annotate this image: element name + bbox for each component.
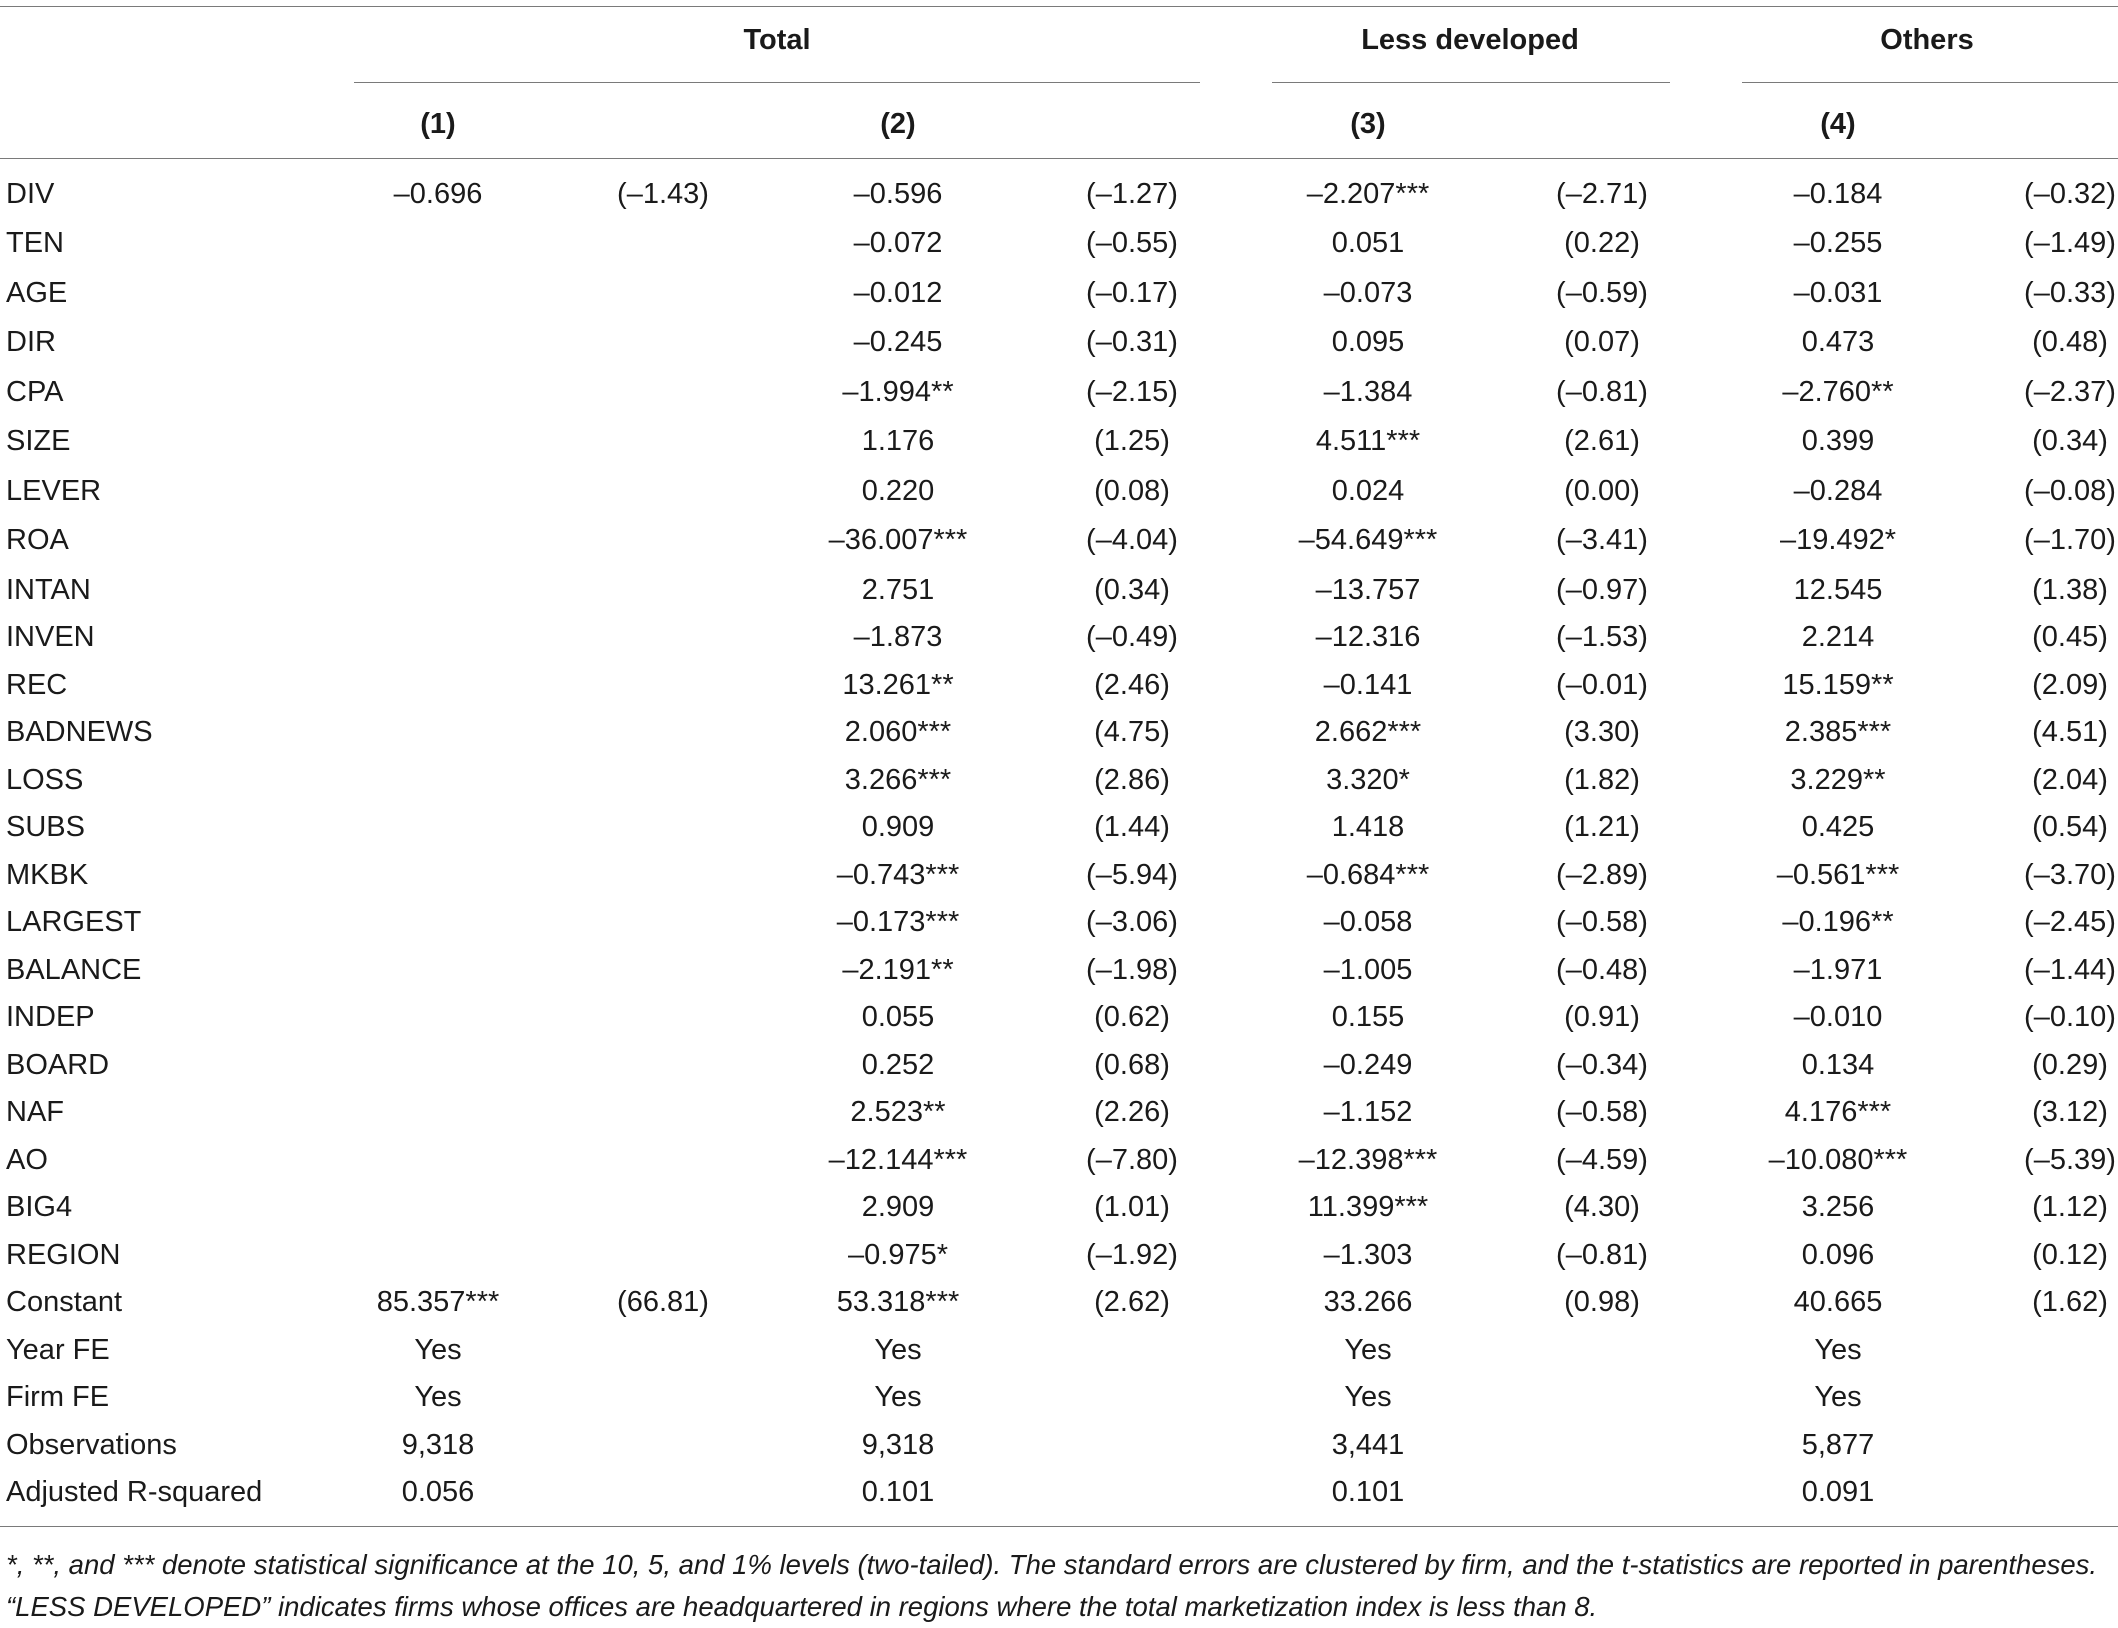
t-statistic-cell: (–2.45) — [2024, 906, 2116, 938]
t-statistic-cell: (0.12) — [2032, 1239, 2108, 1271]
coefficient-cell: 2.751 — [861, 574, 935, 606]
t-statistic-cell: (0.07) — [1564, 326, 1640, 358]
coefficient-cell: –0.196** — [1782, 906, 1894, 938]
t-statistic-cell: (–0.10) — [2024, 1001, 2116, 1033]
t-statistic-cell: (–0.58) — [1556, 906, 1648, 938]
coefficient-cell: –0.696 — [393, 178, 483, 210]
t-statistic-cell: (0.34) — [2032, 425, 2108, 457]
coefficient-cell: –1.873 — [853, 621, 943, 653]
coefficient-cell: 4.176*** — [1784, 1096, 1892, 1128]
table-row — [0, 417, 2118, 465]
coefficient-cell: 2.214 — [1801, 621, 1875, 653]
table-row — [0, 1088, 2118, 1136]
coefficient-cell: –0.010 — [1793, 1001, 1883, 1033]
coefficient-cell: –1.971 — [1793, 954, 1883, 986]
group-header-others: Others — [1880, 24, 1974, 56]
coefficient-cell: –12.398*** — [1298, 1144, 1438, 1176]
t-statistic-cell: (–0.81) — [1556, 376, 1648, 408]
coefficient-cell: –0.596 — [853, 178, 943, 210]
coefficient-cell: 1.418 — [1331, 811, 1405, 843]
coefficient-cell: Yes — [1344, 1334, 1392, 1366]
coefficient-cell: 3.256 — [1801, 1191, 1875, 1223]
t-statistic-cell: (4.51) — [2032, 716, 2108, 748]
t-statistic-cell: (–4.04) — [1086, 524, 1178, 556]
coefficient-cell: –0.073 — [1323, 277, 1413, 309]
coefficient-cell: 5,877 — [1801, 1429, 1875, 1461]
group-rule-total — [354, 82, 1200, 83]
t-statistic-cell: (0.29) — [2032, 1049, 2108, 1081]
t-statistic-cell: (–1.27) — [1086, 178, 1178, 210]
t-statistic-cell: (–2.15) — [1086, 376, 1178, 408]
t-statistic-cell: (–0.33) — [2024, 277, 2116, 309]
coefficient-cell: –2.760** — [1782, 376, 1894, 408]
coefficient-cell: 15.159** — [1782, 669, 1894, 701]
row-label: BIG4 — [6, 1191, 73, 1223]
coefficient-cell: –0.072 — [853, 227, 943, 259]
t-statistic-cell: (1.82) — [1564, 764, 1640, 796]
coefficient-cell: –54.649*** — [1298, 524, 1438, 556]
group-rule-others — [1742, 82, 2118, 83]
table-row — [0, 1421, 2118, 1469]
group-header-less-developed: Less developed — [1361, 24, 1579, 56]
coefficient-cell: –0.743*** — [836, 859, 960, 891]
coefficient-cell: –0.975* — [848, 1239, 948, 1271]
coefficient-cell: –2.207*** — [1306, 178, 1430, 210]
t-statistic-cell: (–5.94) — [1086, 859, 1178, 891]
row-label: AGE — [6, 277, 68, 309]
coefficient-cell: 0.909 — [861, 811, 935, 843]
t-statistic-cell: (–1.70) — [2024, 524, 2116, 556]
coefficient-cell: 0.055 — [861, 1001, 935, 1033]
coefficient-cell: 3,441 — [1331, 1429, 1405, 1461]
header-rule — [0, 158, 2118, 159]
t-statistic-cell: (–3.06) — [1086, 906, 1178, 938]
coefficient-cell: 0.095 — [1331, 326, 1405, 358]
t-statistic-cell: (3.30) — [1564, 716, 1640, 748]
row-label: ROA — [6, 524, 69, 556]
coefficient-cell: 85.357*** — [376, 1286, 500, 1318]
table-row — [0, 803, 2118, 851]
t-statistic-cell: (4.30) — [1564, 1191, 1640, 1223]
table-row — [0, 1183, 2118, 1231]
coefficient-cell: 4.511*** — [1315, 425, 1421, 457]
coefficient-cell: –0.141 — [1323, 669, 1413, 701]
coefficient-cell: –19.492* — [1779, 524, 1897, 556]
t-statistic-cell: (–1.92) — [1086, 1239, 1178, 1271]
t-statistic-cell: (–0.49) — [1086, 621, 1178, 653]
t-statistic-cell: (0.08) — [1094, 475, 1170, 507]
coefficient-cell: 0.101 — [861, 1476, 935, 1508]
coefficient-cell: 33.266 — [1323, 1286, 1413, 1318]
coefficient-cell: 0.473 — [1801, 326, 1875, 358]
row-label: LARGEST — [6, 906, 142, 938]
table-row — [0, 1373, 2118, 1421]
t-statistic-cell: (–2.37) — [2024, 376, 2116, 408]
t-statistic-cell: (1.25) — [1094, 425, 1170, 457]
coefficient-cell: 11.399*** — [1307, 1191, 1429, 1223]
row-label: Year FE — [6, 1334, 110, 1366]
column-number-2: (2) — [880, 108, 916, 140]
group-rule-less-developed — [1272, 82, 1670, 83]
t-statistic-cell: (–3.41) — [1556, 524, 1648, 556]
coefficient-cell: 2.060*** — [844, 716, 952, 748]
coefficient-cell: –1.152 — [1323, 1096, 1413, 1128]
coefficient-cell: Yes — [1814, 1381, 1862, 1413]
t-statistic-cell: (0.48) — [2032, 326, 2108, 358]
group-header-total: Total — [743, 24, 811, 56]
row-label: REC — [6, 669, 68, 701]
coefficient-cell: 2.523** — [850, 1096, 946, 1128]
table-row — [0, 467, 2118, 515]
coefficient-cell: Yes — [874, 1334, 922, 1366]
t-statistic-cell: (–0.55) — [1086, 227, 1178, 259]
table-row — [0, 756, 2118, 804]
coefficient-cell: 2.385*** — [1784, 716, 1892, 748]
table-row — [0, 851, 2118, 899]
table-footnote — [6, 1544, 2106, 1628]
t-statistic-cell: (–1.44) — [2024, 954, 2116, 986]
coefficient-cell: 3.320* — [1326, 764, 1410, 796]
table-row — [0, 898, 2118, 946]
t-statistic-cell: (1.38) — [2032, 574, 2108, 606]
table-row — [0, 613, 2118, 661]
row-label: BOARD — [6, 1049, 110, 1081]
coefficient-cell: 9,318 — [401, 1429, 475, 1461]
coefficient-cell: –13.757 — [1315, 574, 1421, 606]
t-statistic-cell: (–0.31) — [1086, 326, 1178, 358]
coefficient-cell: –1.994** — [842, 376, 954, 408]
coefficient-cell: –0.173*** — [836, 906, 960, 938]
row-label: Firm FE — [6, 1381, 110, 1413]
t-statistic-cell: (–3.70) — [2024, 859, 2116, 891]
t-statistic-cell: (4.75) — [1094, 716, 1170, 748]
coefficient-cell: 40.665 — [1793, 1286, 1883, 1318]
coefficient-cell: –0.031 — [1793, 277, 1883, 309]
row-label: REGION — [6, 1239, 121, 1271]
coefficient-cell: Yes — [874, 1381, 922, 1413]
coefficient-cell: 0.091 — [1801, 1476, 1875, 1508]
t-statistic-cell: (–0.81) — [1556, 1239, 1648, 1271]
coefficient-cell: –0.058 — [1323, 906, 1413, 938]
row-label: TEN — [6, 227, 64, 259]
t-statistic-cell: (1.21) — [1564, 811, 1640, 843]
t-statistic-cell: (–1.43) — [617, 178, 709, 210]
row-label: INDEP — [6, 1001, 95, 1033]
t-statistic-cell: (–0.32) — [2024, 178, 2116, 210]
table-row — [0, 1278, 2118, 1326]
coefficient-cell: 0.425 — [1801, 811, 1875, 843]
table-row — [0, 1231, 2118, 1279]
row-label: SUBS — [6, 811, 85, 843]
coefficient-cell: –1.303 — [1323, 1239, 1413, 1271]
t-statistic-cell: (0.00) — [1564, 475, 1640, 507]
footnote-line-1: *, **, and *** denote statistical significance at the 10, 5, and 1% levels (two-tailed). The standard errors are clustered by firm, and the t-statistics are reported in parentheses. — [6, 1549, 2098, 1580]
row-label: Observations — [6, 1429, 177, 1461]
table-row — [0, 661, 2118, 709]
t-statistic-cell: (2.26) — [1094, 1096, 1170, 1128]
coefficient-cell: 0.024 — [1331, 475, 1405, 507]
t-statistic-cell: (–0.48) — [1556, 954, 1648, 986]
table-row — [0, 219, 2118, 267]
coefficient-cell: –12.144*** — [828, 1144, 968, 1176]
coefficient-cell: –2.191** — [842, 954, 954, 986]
t-statistic-cell: (0.62) — [1094, 1001, 1170, 1033]
t-statistic-cell: (0.45) — [2032, 621, 2108, 653]
row-label: LEVER — [6, 475, 102, 507]
column-number-3: (3) — [1350, 108, 1386, 140]
row-label: INVEN — [6, 621, 95, 653]
t-statistic-cell: (2.61) — [1564, 425, 1640, 457]
coefficient-cell: 0.155 — [1331, 1001, 1405, 1033]
t-statistic-cell: (–1.49) — [2024, 227, 2116, 259]
footnote-line-2: “LESS DEVELOPED” indicates firms whose offices are headquartered in regions where the total marketization index is less than 8. — [6, 1591, 1598, 1622]
table-row — [0, 318, 2118, 366]
bottom-rule — [0, 1526, 2118, 1527]
coefficient-cell: –12.316 — [1315, 621, 1421, 653]
table-row — [0, 269, 2118, 317]
t-statistic-cell: (3.12) — [2032, 1096, 2108, 1128]
column-number-4: (4) — [1820, 108, 1856, 140]
t-statistic-cell: (–0.08) — [2024, 475, 2116, 507]
coefficient-cell: Yes — [414, 1334, 462, 1366]
t-statistic-cell: (–0.97) — [1556, 574, 1648, 606]
coefficient-cell: –10.080*** — [1768, 1144, 1908, 1176]
t-statistic-cell: (0.22) — [1564, 227, 1640, 259]
table-row — [0, 1041, 2118, 1089]
t-statistic-cell: (–2.71) — [1556, 178, 1648, 210]
row-label: Adjusted R-squared — [6, 1476, 263, 1508]
t-statistic-cell: (–1.98) — [1086, 954, 1178, 986]
t-statistic-cell: (2.62) — [1094, 1286, 1170, 1318]
table-row — [0, 708, 2118, 756]
coefficient-cell: –0.245 — [853, 326, 943, 358]
coefficient-cell: –0.249 — [1323, 1049, 1413, 1081]
table-row — [0, 1136, 2118, 1184]
row-label: CPA — [6, 376, 64, 408]
coefficient-cell: –0.684*** — [1306, 859, 1430, 891]
row-label: DIV — [6, 178, 55, 210]
coefficient-cell: 53.318*** — [836, 1286, 960, 1318]
coefficient-cell: 0.399 — [1801, 425, 1875, 457]
coefficient-cell: –0.012 — [853, 277, 943, 309]
top-rule — [0, 6, 2118, 7]
coefficient-cell: –1.384 — [1323, 376, 1413, 408]
t-statistic-cell: (–7.80) — [1086, 1144, 1178, 1176]
coefficient-cell: 3.266*** — [844, 764, 952, 796]
t-statistic-cell: (1.12) — [2032, 1191, 2108, 1223]
table-row — [0, 1326, 2118, 1374]
coefficient-cell: 0.101 — [1331, 1476, 1405, 1508]
t-statistic-cell: (2.46) — [1094, 669, 1170, 701]
t-statistic-cell: (–0.34) — [1556, 1049, 1648, 1081]
coefficient-cell: 3.229** — [1790, 764, 1886, 796]
coefficient-cell: 13.261** — [842, 669, 954, 701]
coefficient-cell: 1.176 — [861, 425, 935, 457]
coefficient-cell: Yes — [1814, 1334, 1862, 1366]
t-statistic-cell: (–0.59) — [1556, 277, 1648, 309]
table-row — [0, 170, 2118, 218]
row-label: MKBK — [6, 859, 89, 891]
row-label: Constant — [6, 1286, 123, 1318]
coefficient-cell: 0.056 — [401, 1476, 475, 1508]
row-label: INTAN — [6, 574, 91, 606]
t-statistic-cell: (2.04) — [2032, 764, 2108, 796]
t-statistic-cell: (0.68) — [1094, 1049, 1170, 1081]
table-row — [0, 1468, 2118, 1516]
coefficient-cell: –0.561*** — [1776, 859, 1900, 891]
row-label: BADNEWS — [6, 716, 153, 748]
t-statistic-cell: (66.81) — [617, 1286, 709, 1318]
row-label: AO — [6, 1144, 48, 1176]
coefficient-cell: 12.545 — [1793, 574, 1883, 606]
t-statistic-cell: (0.34) — [1094, 574, 1170, 606]
table-row — [0, 993, 2118, 1041]
coefficient-cell: –1.005 — [1323, 954, 1413, 986]
coefficient-cell: –0.255 — [1793, 227, 1883, 259]
t-statistic-cell: (0.91) — [1564, 1001, 1640, 1033]
coefficient-cell: 0.096 — [1801, 1239, 1875, 1271]
table-row — [0, 516, 2118, 564]
t-statistic-cell: (–0.17) — [1086, 277, 1178, 309]
row-label: BALANCE — [6, 954, 142, 986]
t-statistic-cell: (2.09) — [2032, 669, 2108, 701]
row-label: LOSS — [6, 764, 84, 796]
table-row — [0, 368, 2118, 416]
t-statistic-cell: (1.01) — [1094, 1191, 1170, 1223]
t-statistic-cell: (1.62) — [2032, 1286, 2108, 1318]
coefficient-cell: 0.051 — [1331, 227, 1405, 259]
row-label: DIR — [6, 326, 56, 358]
coefficient-cell: 9,318 — [861, 1429, 935, 1461]
coefficient-cell: Yes — [1344, 1381, 1392, 1413]
row-label: NAF — [6, 1096, 64, 1128]
t-statistic-cell: (–2.89) — [1556, 859, 1648, 891]
t-statistic-cell: (–0.58) — [1556, 1096, 1648, 1128]
t-statistic-cell: (–4.59) — [1556, 1144, 1648, 1176]
coefficient-cell: Yes — [414, 1381, 462, 1413]
row-label: SIZE — [6, 425, 71, 457]
t-statistic-cell: (–0.01) — [1556, 669, 1648, 701]
t-statistic-cell: (0.98) — [1564, 1286, 1640, 1318]
t-statistic-cell: (2.86) — [1094, 764, 1170, 796]
coefficient-cell: –36.007*** — [828, 524, 968, 556]
t-statistic-cell: (–1.53) — [1556, 621, 1648, 653]
coefficient-cell: 0.220 — [861, 475, 935, 507]
t-statistic-cell: (0.54) — [2032, 811, 2108, 843]
t-statistic-cell: (1.44) — [1094, 811, 1170, 843]
t-statistic-cell: (–5.39) — [2024, 1144, 2116, 1176]
table-row — [0, 566, 2118, 614]
coefficient-cell: –0.184 — [1793, 178, 1883, 210]
coefficient-cell: 0.252 — [861, 1049, 935, 1081]
coefficient-cell: –0.284 — [1793, 475, 1883, 507]
coefficient-cell: 2.909 — [861, 1191, 935, 1223]
coefficient-cell: 0.134 — [1801, 1049, 1875, 1081]
table-row — [0, 946, 2118, 994]
coefficient-cell: 2.662*** — [1314, 716, 1422, 748]
column-number-1: (1) — [420, 108, 456, 140]
